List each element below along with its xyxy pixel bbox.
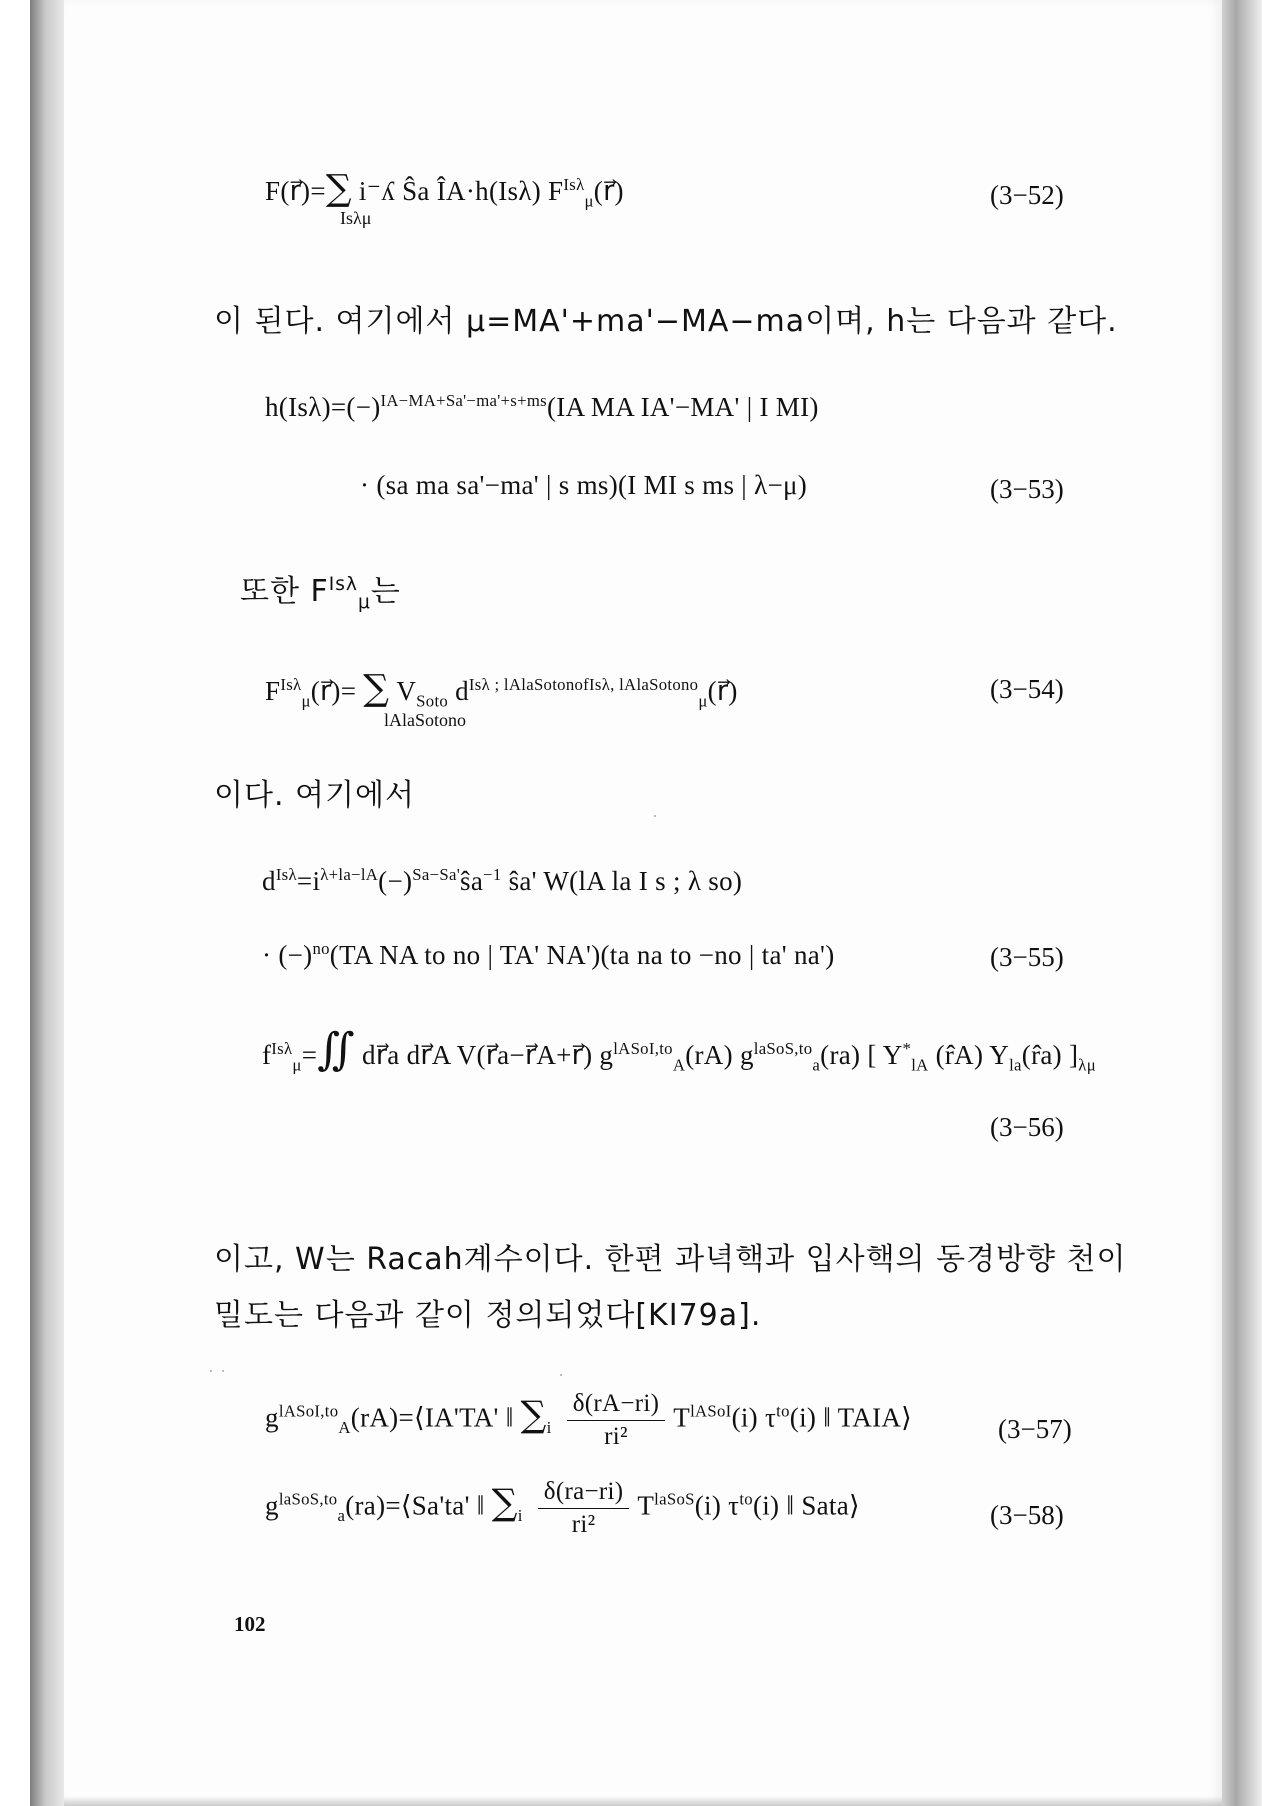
text2-sub: μ xyxy=(357,592,371,613)
eq53-line1-sup: IA−MA+Sa'−ma'+s+ms xyxy=(380,391,547,410)
text2-main: 또한 F xyxy=(240,574,329,609)
eq58-lhs-sub: a xyxy=(337,1506,346,1526)
eq56-y1-tail: (r̂A) Y xyxy=(928,1040,1010,1070)
eq56-y2-sub: la xyxy=(1009,1055,1022,1075)
eq58-lhs-tail: (ra)=⟨Sa'ta' ‖ xyxy=(345,1490,492,1521)
eq54-rhs-a-sub: Soto xyxy=(416,691,449,711)
eq58-lhs: g xyxy=(265,1490,279,1521)
eq55-l1-c: (−) xyxy=(378,866,413,896)
eq54-number: (3−54) xyxy=(990,674,1064,704)
eq55-l1-b-sup: λ+la−lA xyxy=(320,865,379,884)
scan-speck xyxy=(222,1370,224,1372)
eq52-sum-label: Isλμ xyxy=(340,208,372,228)
eq56-y1-sup: * xyxy=(902,1039,912,1058)
eq52-rhs: i⁻ʎ Ŝa ÎA·h(Isλ) F xyxy=(358,176,564,206)
eq54-sum-label: lAlaSotono xyxy=(384,710,467,730)
summation-sign: ∑ xyxy=(325,168,352,209)
eq56-lhs-sub: μ xyxy=(292,1055,302,1075)
eq55-l2-b: (TA NA to no | TA' NA')(ta na to −no | ta' na') xyxy=(329,940,835,970)
eq56-g1-sup: lASoI,to xyxy=(613,1039,673,1058)
eq55-l2-a: · (−) xyxy=(262,940,313,970)
eq56-g2-tail: (ra) [ Y xyxy=(820,1040,903,1070)
eq52-rhs-tail: (r⃗) xyxy=(593,176,624,206)
summation-sign: ∑ xyxy=(363,668,390,709)
eq57-fraction xyxy=(567,1390,666,1451)
equation-3-55-line1 xyxy=(262,866,742,897)
eq56-lhs-sup: Isλ xyxy=(271,1039,293,1058)
eq57-tail: T xyxy=(673,1402,691,1433)
eq53-line1-b: (IA MA IA'−MA' | I MI) xyxy=(546,392,819,422)
eq56-number: (3−56) xyxy=(990,1112,1064,1142)
eq55-number: (3−55) xyxy=(990,942,1064,972)
eq57-sum-sub: i xyxy=(546,1418,552,1438)
eq55-l1-a-sup: Isλ xyxy=(275,865,297,884)
page-bottom-shadow xyxy=(64,1796,1222,1806)
equation-3-57 xyxy=(265,1390,912,1451)
eq53-line1-a: h(Isλ)=(−) xyxy=(265,392,381,422)
eq56-y2-tail: (r̂a) ] xyxy=(1021,1040,1079,1070)
equation-3-55-line2 xyxy=(262,940,834,971)
summation-sign: ∑ xyxy=(520,1394,547,1436)
eq54-lhs-tail: (r⃗)= xyxy=(310,676,357,706)
equation-3-53-line2: · (sa ma sa'−ma' | s ms)(I MI s ms | λ−μ) xyxy=(360,470,808,500)
eq54-lhs-sup: Isλ xyxy=(280,675,302,694)
equation-3-56: $f^{Is\lambda}_\mu=∬$ dr⃗a dr⃗A V(r⃗a−r⃗A+r⃗) $g^{lASoI,to}_A(rA)$ $g^{laSoS,to}_a(ra)$ [ $Y^*_{lA}$ (r̂A) $Y_{la}(r̂a)$ ]$_{\lambda\mu}$ xyxy=(262,1025,1096,1075)
eq56-lhs: f xyxy=(262,1040,272,1070)
scan-speck xyxy=(654,815,656,817)
eq57-tail-sup: lASoI xyxy=(690,1401,732,1421)
eq55-l1-b: =i xyxy=(296,866,321,896)
eq58-tail: T xyxy=(637,1490,655,1521)
eq56-body: dr⃗a dr⃗A V(r⃗a−r⃗A+r⃗) g xyxy=(355,1040,614,1070)
eq52-number: (3−52) xyxy=(990,180,1064,210)
eq54-lhs: F xyxy=(265,676,281,706)
page-right-shadow xyxy=(1222,0,1262,1806)
eq55-l1-e: ŝa' W(lA la I s ; λ so) xyxy=(501,866,743,896)
eq57-frac-den: ri² xyxy=(604,1423,628,1450)
eq56-bracket-sub: λμ xyxy=(1078,1055,1096,1075)
eq57-lhs-sup: lASoI,to xyxy=(278,1401,339,1421)
equation-3-53-line1 xyxy=(265,392,819,423)
eq57-lhs-tail: (rA)=⟨IA'TA' ‖ xyxy=(350,1402,521,1433)
eq54-rhs-b-sup: Isλ ; lAlaSotonof xyxy=(468,675,590,694)
eq52-lhs: F(r⃗) xyxy=(265,176,311,206)
eq57-tail-b-sup: to xyxy=(776,1401,790,1421)
scan-speck xyxy=(210,1370,212,1372)
eq56-g2-sup: laSoS,to xyxy=(753,1039,813,1058)
eq53-number: (3−53) xyxy=(990,474,1064,504)
book-spine-edge xyxy=(30,0,64,1806)
eq55-l1-c-sup: Sa−Sa' xyxy=(412,865,461,884)
text2-sup: Isλ xyxy=(328,574,358,595)
eq57-tail-c: (i) ‖ TAIA⟩ xyxy=(789,1402,913,1433)
eq58-frac-den: ri² xyxy=(571,1511,596,1538)
scan-speck xyxy=(560,1374,562,1376)
eq55-l1-d: ŝa xyxy=(460,866,484,896)
eq58-tail-c: (i) ‖ Sata⟩ xyxy=(752,1490,860,1521)
eq57-lhs-sub: A xyxy=(338,1418,351,1438)
eq54-rhs-a: V xyxy=(396,676,417,706)
eq58-tail-sup: laSoS xyxy=(654,1489,695,1509)
eq57-frac-num: δ(rA−ri) xyxy=(567,1390,666,1421)
eq56-y1-sub: lA xyxy=(911,1055,929,1075)
paragraph-text-3: 이다. 여기에서 xyxy=(214,778,415,813)
equation-3-52: F(r⃗)=∑ i⁻ʎ Ŝa ÎA·h(Isλ) $F^{Is\lambda}_\mu(r⃗)$ xyxy=(265,168,624,211)
eq52-rhs-sub: μ xyxy=(584,191,594,211)
eq52-rhs-sup: Isλ xyxy=(563,175,585,194)
paragraph-text-4-line1: 이고, W는 Racah계수이다. 한편 과녁핵과 입사핵의 동경방향 천이 xyxy=(214,1242,1127,1277)
paragraph-text-4-line2: 밀도는 다음과 같이 정의되었다[KI79a]. xyxy=(214,1298,762,1333)
eq58-number: (3−58) xyxy=(990,1500,1064,1530)
eq58-sum-sub: i xyxy=(517,1506,523,1526)
eq54-rhs-c-sup: Isλ, lAlaSotono xyxy=(589,675,699,694)
eq56-g2-sub: a xyxy=(812,1055,821,1075)
eq55-l1-a: d xyxy=(262,866,276,896)
eq57-number: (3−57) xyxy=(998,1414,1072,1444)
eq56-g1-sub: A xyxy=(672,1055,686,1075)
eq57-tail-b: (i) τ xyxy=(731,1402,777,1433)
eq54-rhs-b: d xyxy=(448,676,469,706)
eq54-rhs-c-sub: μ xyxy=(698,691,708,711)
eq55-l1-d-sup: −1 xyxy=(483,865,502,884)
equation-3-58 xyxy=(265,1478,860,1539)
eq54-rhs-tail: (r⃗) xyxy=(707,676,738,706)
eq54-lhs-sub: μ xyxy=(301,691,311,711)
summation-sign: ∑ xyxy=(491,1482,518,1524)
eq58-tail-b-sup: to xyxy=(739,1489,753,1509)
eq58-fraction xyxy=(538,1478,630,1539)
eq58-lhs-sup: laSoS,to xyxy=(278,1489,338,1509)
page-number: 102 xyxy=(234,1612,266,1636)
paragraph-text-2 xyxy=(240,566,401,613)
double-integral-sign: ∬ xyxy=(317,1025,355,1074)
eq58-tail-b: (i) τ xyxy=(694,1490,740,1521)
eq55-l2-sup: no xyxy=(312,939,330,958)
text2-tail: 는 xyxy=(370,574,401,609)
eq57-lhs: g xyxy=(265,1402,279,1433)
eq56-g1-tail: (rA) g xyxy=(685,1040,754,1070)
eq58-frac-num: δ(ra−ri) xyxy=(538,1478,630,1509)
equation-3-54 xyxy=(265,668,738,709)
paragraph-text-1: 이 된다. 여기에서 μ=MA'+ma'−MA−ma이며, h는 다음과 같다. xyxy=(214,304,1118,339)
